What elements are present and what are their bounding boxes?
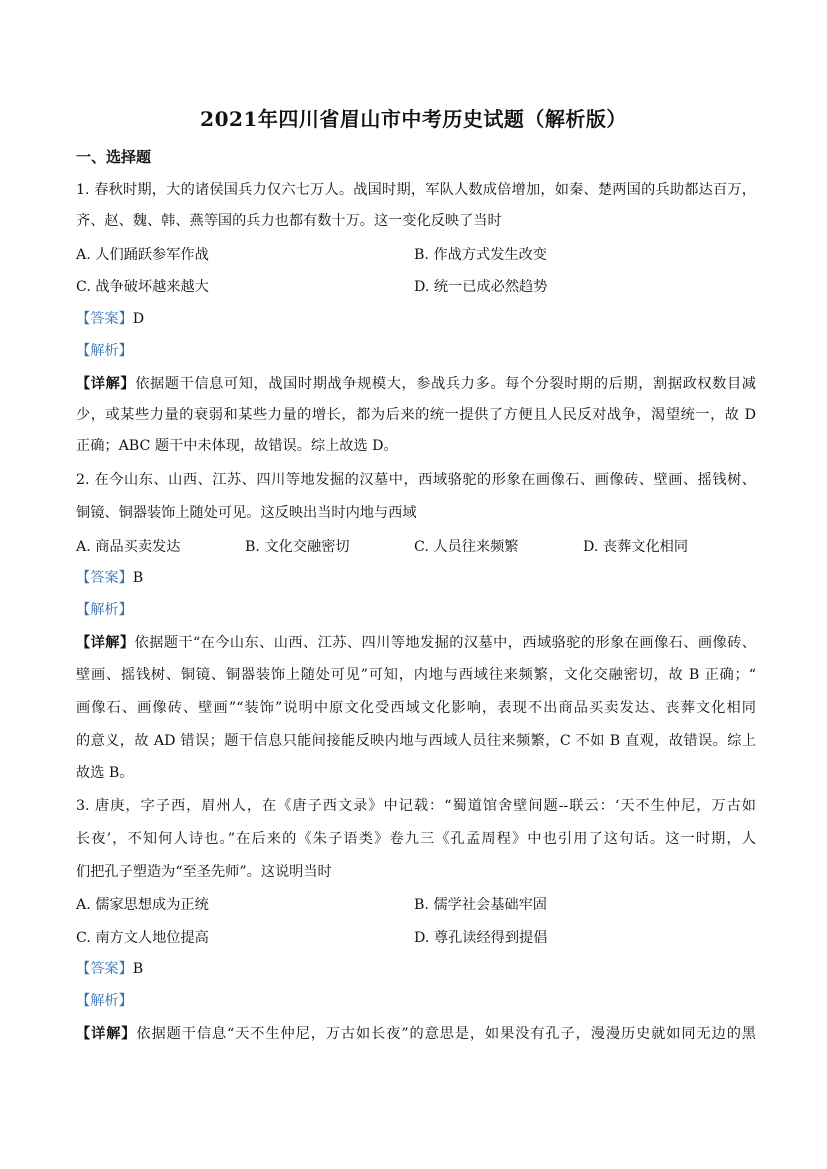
- detail-label: 【详解】: [76, 376, 136, 392]
- q2-option-a: A. 商品买卖发达: [76, 539, 181, 555]
- answer-label: 【答案】: [76, 311, 133, 327]
- q2-detail-line-3: 画像石、画像砖、壁画”“装饰”说明中原文化受西域文化影响，表现不出商品买卖发达、丧葬文化相同: [76, 700, 756, 716]
- q3-answer: [76, 959, 756, 979]
- section-heading: 一、选择题: [76, 148, 152, 166]
- q3-option-a: A. 儒家思想成为正统: [76, 897, 209, 913]
- q3-stem-line-1: 3. 唐庚，字子西，眉州人，在《唐子西文录》中记载：“蜀道馆舍壁间题--联云：‘天不生仲尼，万古如: [76, 798, 756, 814]
- page-title: 2021年四川省眉山市中考历史试题（解析版）: [200, 107, 627, 131]
- q2-detail-line-2: 壁画、摇钱树、铜镜、铜器装饰上随处可见”可知，内地与西域往来频繁，文化交融密切，故 B 正确；“: [76, 667, 756, 683]
- q3-analysis-label: 【解析】: [76, 993, 133, 1009]
- q1-stem-line-1: 1. 春秋时期，大的诸侯国兵力仅六七万人。战国时期，军队人数成倍增加，如秦、楚两国的兵助都达百万，: [76, 182, 756, 198]
- q1-analysis-label: 【解析】: [76, 343, 133, 359]
- q1-option-b: B. 作战方式发生改变: [414, 247, 547, 263]
- q1-option-a: A. 人们踊跃参军作战: [76, 247, 209, 263]
- detail-label: 【详解】: [76, 635, 135, 651]
- q1-option-c: C. 战争破坏越来越大: [76, 279, 209, 295]
- q1-answer-value: D: [132, 311, 145, 327]
- q2-answer-value: B: [132, 570, 144, 586]
- q2-option-d: D. 丧葬文化相同: [583, 539, 689, 555]
- q1-option-d: D. 统一已成必然趋势: [414, 279, 548, 295]
- q2-option-b: B. 文化交融密切: [245, 539, 350, 555]
- q3-stem-line-2: 长夜’，不知何人诗也。”在后来的《朱子语类》卷九三《孔孟周程》中也引用了这句话。这一时期，人: [76, 831, 756, 847]
- q3-option-b: B. 儒学社会基础牢固: [414, 897, 547, 913]
- q1-detail-text-1: 依据题干信息可知，战国时期战争规模大，参战兵力多。每个分裂时期的后期，割据政权数目减: [135, 376, 756, 392]
- q3-detail-text-1: 依据题干信息“天不生仲尼，万古如长夜”的意思是，如果没有孔子，漫漫历史就如同无边的黑: [136, 1026, 756, 1042]
- q2-detail-line-1: [76, 633, 756, 653]
- q3-stem-line-3: 们把孔子塑造为“至圣先师”。这说明当时: [76, 864, 332, 880]
- q2-detail-line-4: 的意义，故 AD 错误；题干信息只能间接能反映内地与西域人员往来频繁，C 不如 B 直观，故错误。综上: [76, 733, 756, 749]
- detail-label: 【详解】: [76, 1026, 137, 1042]
- q3-answer-value: B: [132, 961, 144, 977]
- q1-stem-line-2: 齐、赵、魏、韩、燕等国的兵力也都有数十万。这一变化反映了当时: [76, 213, 502, 229]
- q2-stem-line-2: 铜镜、铜器装饰上随处可见。这反映出当时内地与西域: [76, 505, 417, 521]
- q1-answer: [76, 309, 756, 329]
- q2-stem-line-1: 2. 在今山东、山西、江苏、四川等地发掘的汉墓中，西域骆驼的形象在画像石、画像砖、壁画、摇钱树、: [76, 472, 756, 488]
- q2-detail-line-5: 故选 B。: [76, 765, 134, 781]
- q2-answer: [76, 568, 756, 588]
- answer-label: 【答案】: [76, 961, 133, 977]
- q1-detail-line-3: 正确；ABC 题干中未体现，故错误。综上故选 D。: [76, 438, 398, 454]
- q2-analysis-label: 【解析】: [76, 602, 133, 618]
- q3-option-d: D. 尊孔读经得到提倡: [414, 930, 548, 946]
- answer-label: 【答案】: [76, 570, 133, 586]
- q1-detail-line-2: 少，或某些力量的衰弱和某些力量的增长，都为后来的统一提供了方便且人民反对战争，渴望统一，故 D: [76, 407, 756, 423]
- q2-detail-text-1: 依据题干“在今山东、山西、江苏、四川等地发掘的汉墓中，西域骆驼的形象在画像石、画像砖、: [134, 635, 756, 651]
- q3-option-c: C. 南方文人地位提高: [76, 930, 209, 946]
- q3-detail-line-1: [76, 1024, 756, 1044]
- q2-option-c: C. 人员往来频繁: [414, 539, 519, 555]
- q1-detail-line-1: [76, 374, 756, 394]
